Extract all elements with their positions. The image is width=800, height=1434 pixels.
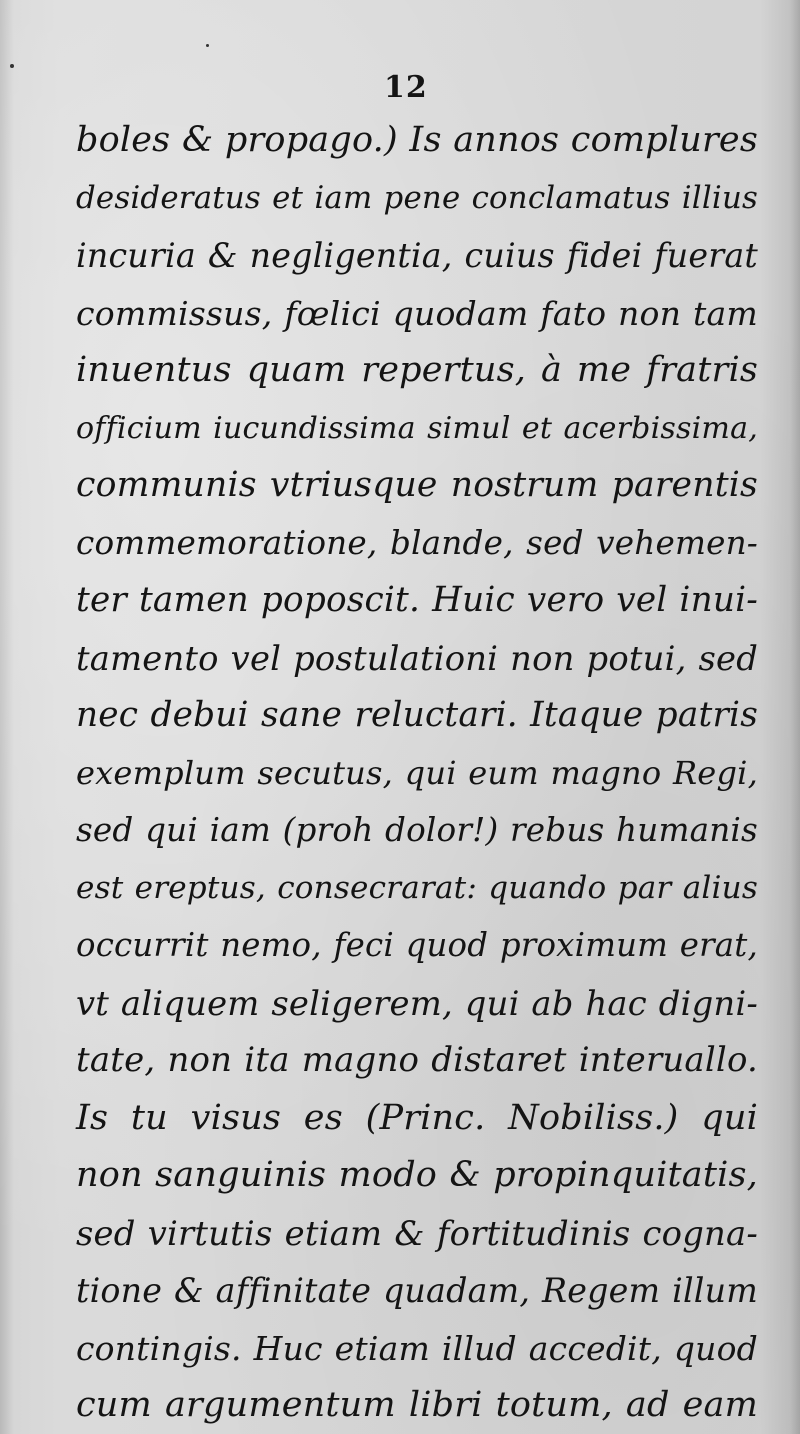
text-line: exemplum secutus, qui eum magno Regi,	[76, 753, 758, 792]
text-line: inuentus quam repertus, à me fratris	[76, 350, 758, 390]
text-line: incuria & negligentia, cuius fidei fuerat	[76, 236, 758, 275]
text-line: nec debui sane reluctari. Itaque patris	[76, 695, 758, 735]
text-line: commissus, fœlici quodam fato non tam	[76, 293, 758, 333]
text-line: tamento vel postulationi non potui, sed	[76, 638, 758, 678]
page-number: 12	[384, 70, 428, 105]
text-line: communis vtriusque nostrum parentis	[76, 465, 758, 505]
body-text	[76, 112, 758, 1434]
text-line: occurrit nemo, feci quod proximum erat,	[76, 926, 758, 964]
text-line: est ereptus, consecrarat: quando par alius	[76, 869, 758, 906]
text-line: Is tu visus es (Princ. Nobiliss.) qui	[76, 1097, 758, 1138]
text-line: tate, non ita magno distaret interuallo.	[76, 1040, 758, 1080]
text-line: sed virtutis etiam & fortitudinis cogna-	[76, 1213, 758, 1253]
text-line: tione & affinitate quadam, Regem illum	[76, 1271, 758, 1310]
text-line: cum argumentum libri totum, ad eam	[76, 1385, 758, 1425]
text-line: desideratus et iam pene conclamatus illius	[76, 179, 758, 216]
text-line: contingis. Huc etiam illud accedit, quod	[76, 1328, 758, 1368]
text-line: non sanguinis modo & propinquitatis,	[76, 1155, 758, 1195]
text-line: commemoratione, blande, sed vehemen-	[76, 523, 758, 562]
ink-speck	[10, 64, 14, 68]
text-line: boles & propago.) Is annos complures	[76, 120, 758, 160]
ink-speck	[206, 44, 209, 47]
text-line: officium iucundissima simul et acerbissima,	[76, 410, 758, 446]
text-line: vt aliquem seligerem, qui ab hac digni-	[76, 983, 758, 1023]
text-line: sed qui iam (proh dolor!) rebus humanis	[76, 811, 758, 849]
text-line: ter tamen poposcit. Huic vero vel inui-	[76, 580, 758, 620]
